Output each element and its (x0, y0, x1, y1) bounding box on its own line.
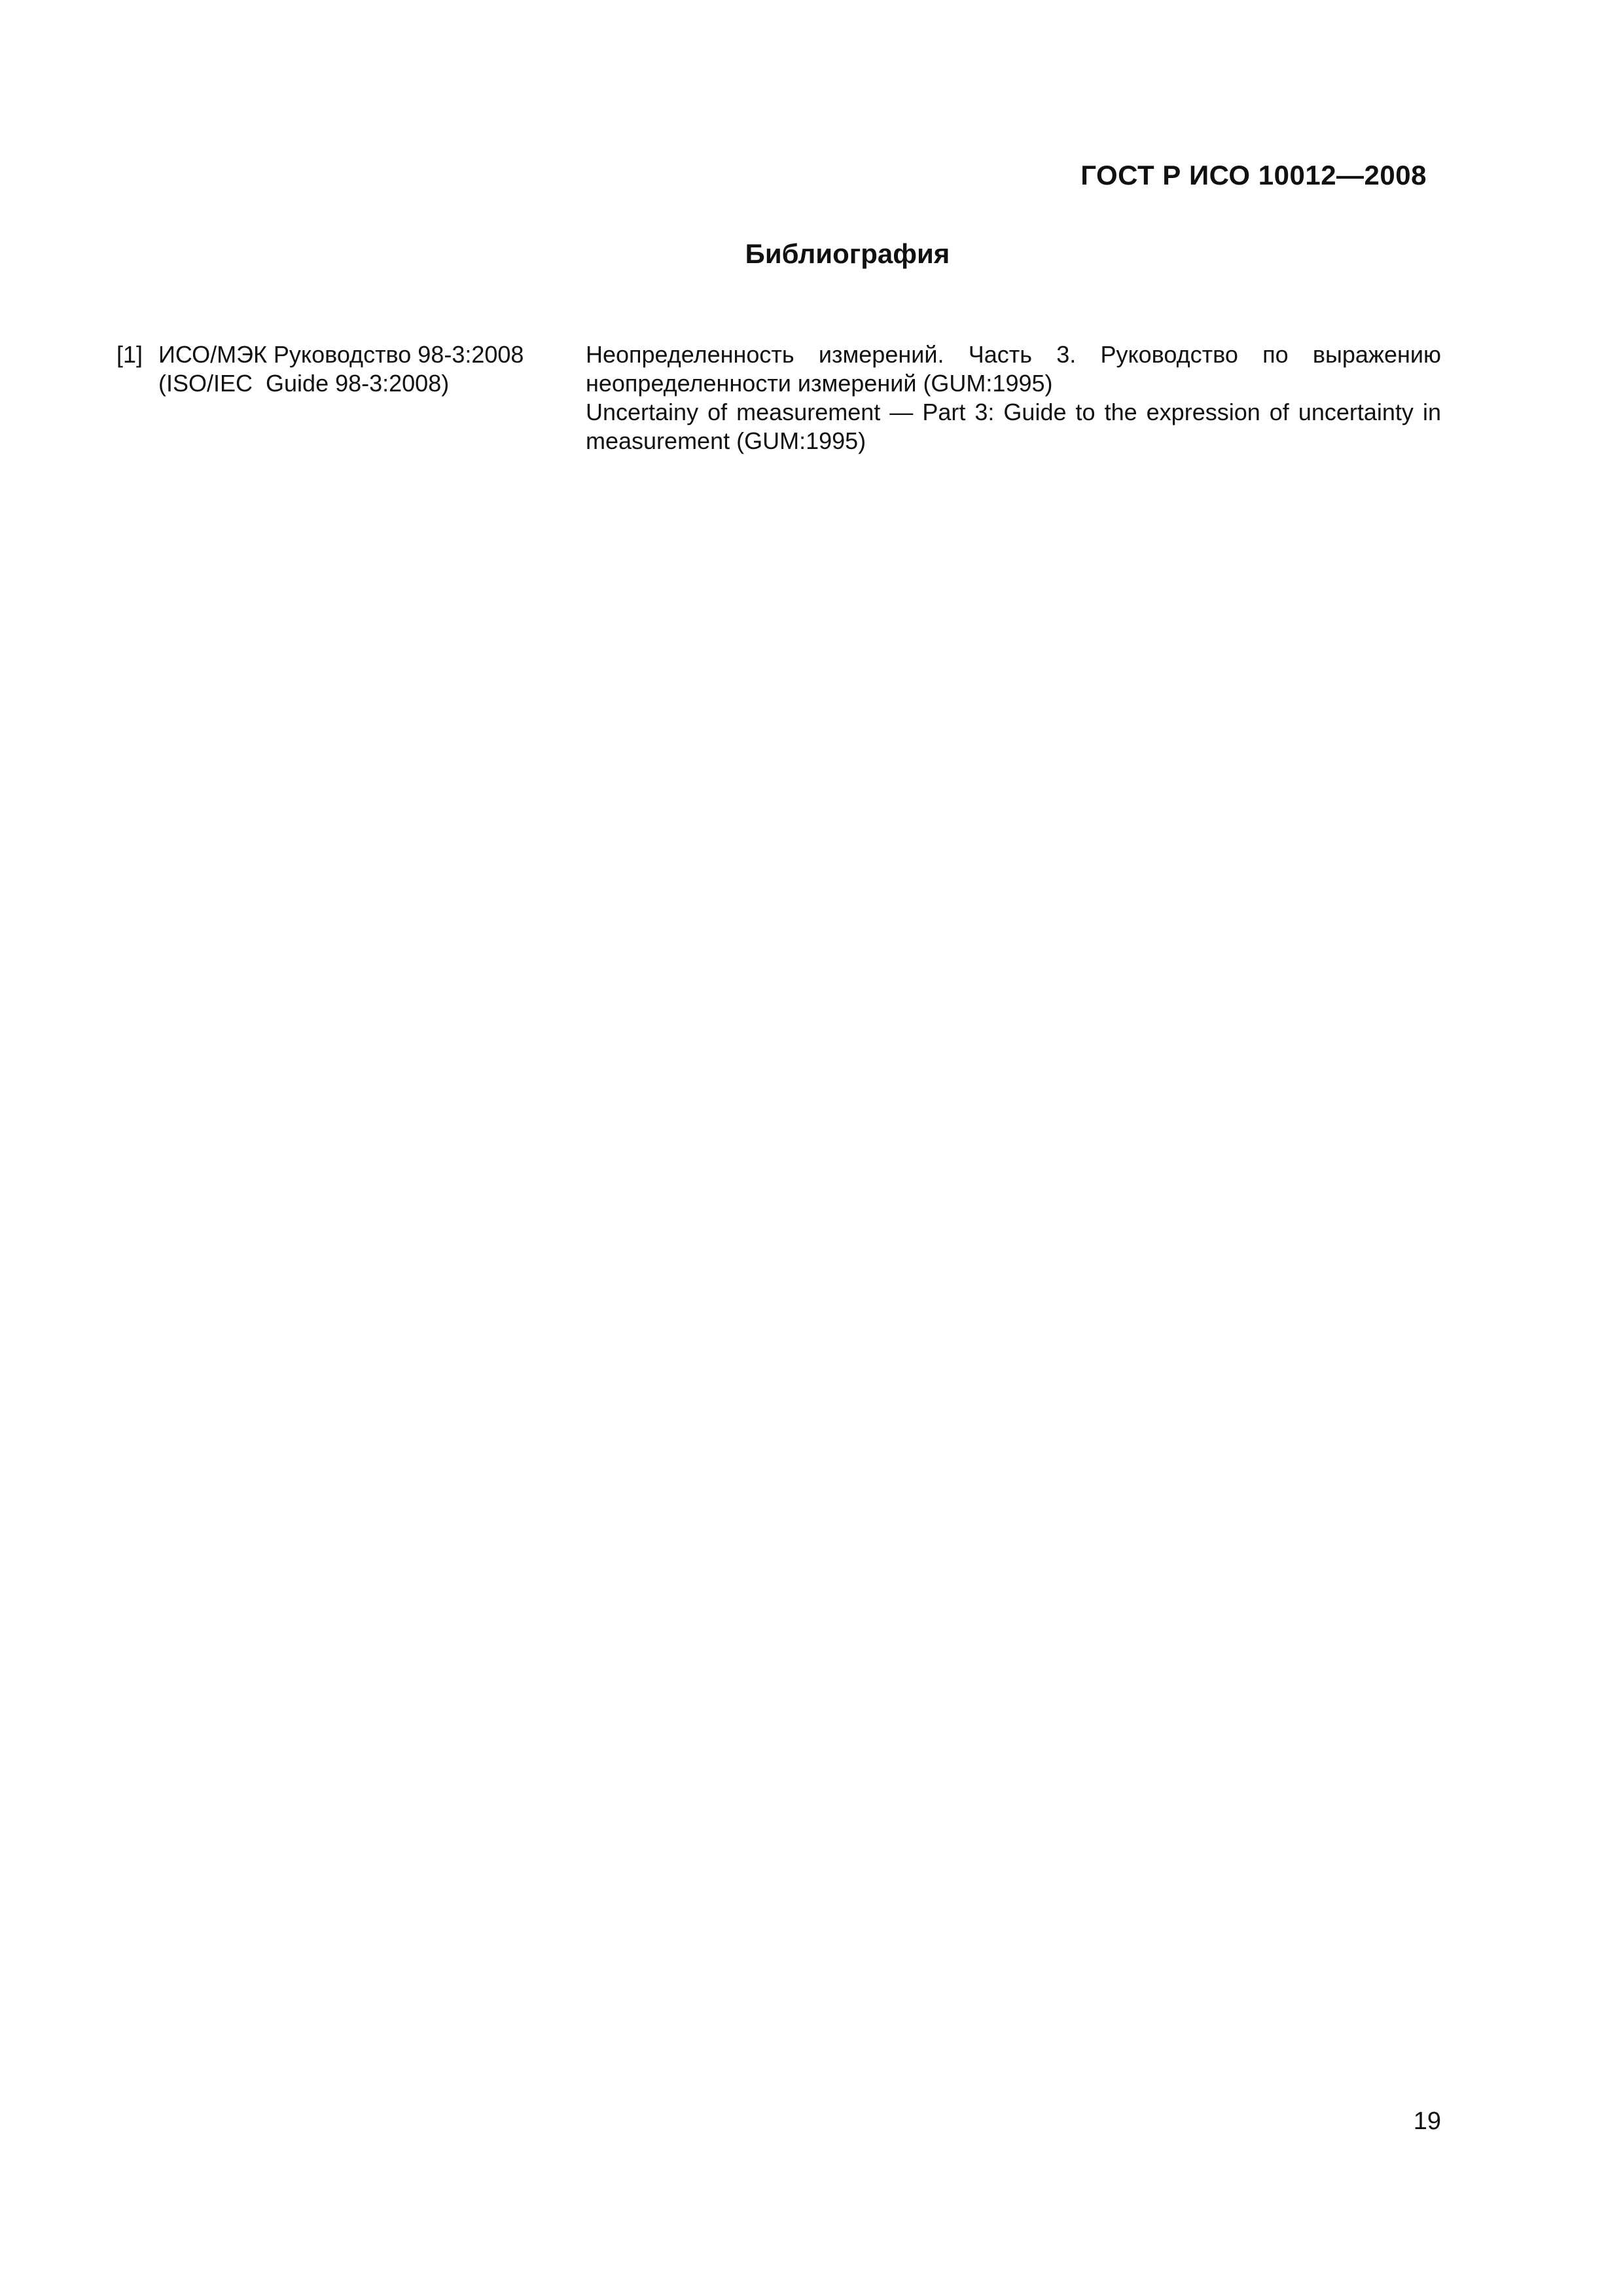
designation-ru: ИСО/МЭК Руководство 98-3:2008 (158, 341, 524, 368)
document-code-header: ГОСТ Р ИСО 10012—2008 (1080, 160, 1427, 190)
entry-title (586, 340, 1441, 456)
page-number: 19 (1413, 2108, 1441, 2135)
title-ru: Неопределенность измерений. Часть 3. Руководство по выражению неопределенности измерений (GUM:1995) (586, 341, 1441, 397)
title-en: Uncertainy of measurement — Part 3: Guide to the expression of uncertainty in measurement (GUM:1995) (586, 399, 1441, 454)
entry-number: [1] (116, 341, 143, 368)
entry-designation (158, 340, 643, 398)
section-title: Библиография (745, 238, 950, 269)
designation-en: (ISO/IEC Guide 98-3:2008) (158, 370, 450, 397)
